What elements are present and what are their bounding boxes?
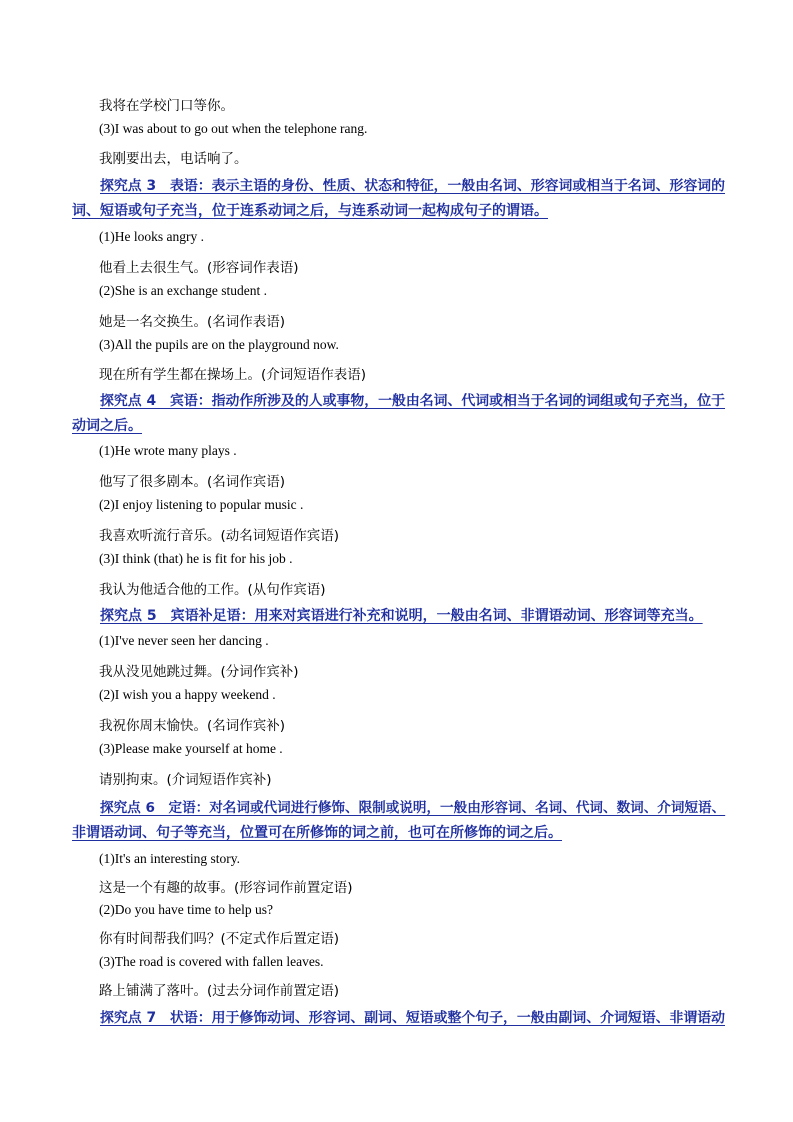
section-heading: 探究点 4 宾语：指动作所涉及的人或事物，一般由名词、代词或相当于名词的词组或句子充当，位于 — [100, 393, 725, 409]
english-example: (3)The road is covered with fallen leaves. — [99, 954, 324, 969]
english-example: (2)She is an exchange student . — [99, 283, 267, 298]
section-heading-continued: 动词之后。 — [72, 418, 142, 434]
chinese-translation: 他看上去很生气。(形容词作表语) — [99, 260, 299, 276]
english-example: (1)It's an interesting story. — [99, 851, 241, 866]
section-heading: 探究点 3 表语：表示主语的身份、性质、状态和特征，一般由名词、形容词或相当于名词、形容词的 — [100, 178, 725, 194]
chinese-translation: 请别拘束。(介词短语作宾补) — [99, 772, 272, 788]
chinese-translation: 现在所有学生都在操场上。(介词短语作表语) — [99, 367, 367, 383]
chinese-translation: 他写了很多剧本。(名词作宾语) — [99, 474, 286, 490]
english-example: (3)I think (that) he is fit for his job . — [99, 551, 293, 566]
english-example: (2)I enjoy listening to popular music . — [99, 497, 304, 512]
section-heading: 探究点 7 状语：用于修饰动词、形容词、副词、短语或整个句子，一般由副词、介词短语、非谓语动 — [100, 1010, 725, 1026]
chinese-translation: 我祝你周末愉快。(名词作宾补) — [99, 718, 286, 734]
section-heading: 探究点 5 宾语补足语：用来对宾语进行补充和说明，一般由名词、非谓语动词、形容词等充当。 — [100, 608, 703, 624]
chinese-translation: 你有时间帮我们吗？(不定式作后置定语) — [99, 931, 340, 947]
english-example: (1)I've never seen her dancing . — [99, 633, 269, 648]
chinese-translation: 我从没见她跳过舞。(分词作宾补) — [99, 664, 299, 680]
chinese-translation: 这是一个有趣的故事。(形容词作前置定语) — [99, 880, 353, 896]
section-heading-continued: 非谓语动词、句子等充当，位置可在所修饰的词之前，也可在所修饰的词之后。 — [72, 825, 562, 841]
english-example: (2)I wish you a happy weekend . — [99, 687, 276, 702]
chinese-translation: 我将在学校门口等你。 — [99, 98, 234, 114]
chinese-translation: 我刚要出去，电话响了。 — [99, 151, 248, 167]
chinese-translation: 我喜欢听流行音乐。(动名词短语作宾语) — [99, 528, 340, 544]
section-heading-continued: 词、短语或句子充当，位于连系动词之后，与连系动词一起构成句子的谓语。 — [72, 203, 548, 219]
english-example: (3)Please make yourself at home . — [99, 741, 283, 756]
english-example: (1)He wrote many plays . — [99, 443, 237, 458]
chinese-translation: 她是一名交换生。(名词作表语) — [99, 314, 286, 330]
section-heading: 探究点 6 定语：对名词或代词进行修饰、限制或说明，一般由形容词、名词、代词、数词、介词短语、 — [100, 800, 726, 816]
chinese-translation: 路上铺满了落叶。(过去分词作前置定语) — [99, 983, 340, 999]
english-example: (3)All the pupils are on the playground now. — [99, 337, 339, 352]
english-example: (1)He looks angry . — [99, 229, 204, 244]
chinese-translation: 我认为他适合他的工作。(从句作宾语) — [99, 582, 326, 598]
english-example: (2)Do you have time to help us? — [99, 902, 273, 917]
english-example: (3)I was about to go out when the telephone rang. — [99, 121, 368, 136]
